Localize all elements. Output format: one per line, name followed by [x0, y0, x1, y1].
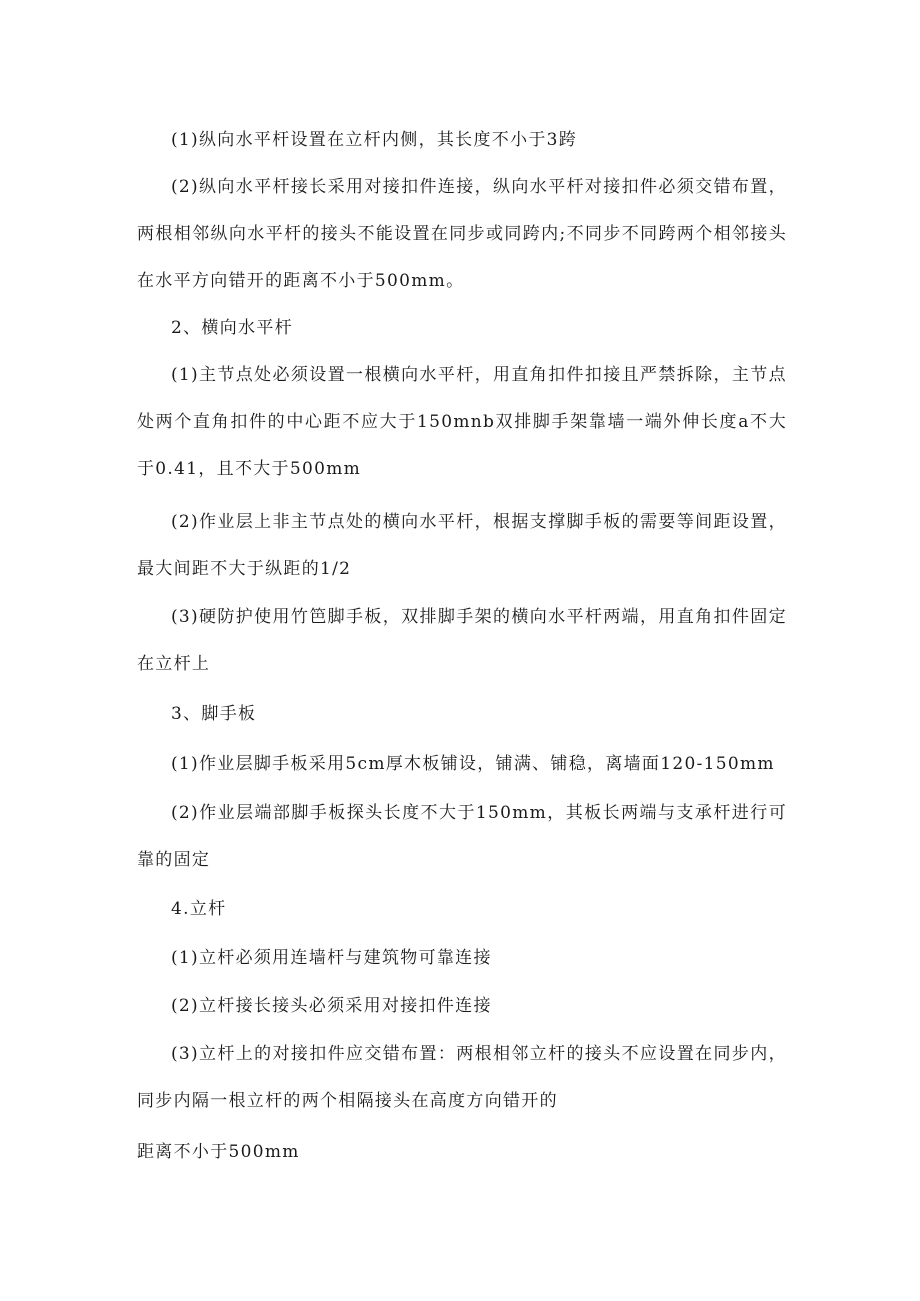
paragraph-transverse-bar-3: (3)硬防护使用竹笆脚手板，双排脚手架的横向水平杆两端，用直角扣件固定在立杆上	[137, 607, 787, 674]
paragraph-upright-pole-3: (3)立杆上的对接扣件应交错布置：两根相邻立杆的接头不应设置在同步内，同步内隔一根立杆的两个相隔接头在高度方向错开的	[137, 1044, 787, 1111]
paragraph-transverse-bar-2: (2)作业层上非主节点处的横向水平杆，根据支撑脚手板的需要等间距设置，最大间距不大于纵距的1/2	[137, 512, 787, 579]
paragraph-longitudinal-bar-2: (2)纵向水平杆接长采用对接扣件连接，纵向水平杆对接扣件必须交错布置，两根相邻纵向水平杆的接头不能设置在同步或同跨内;不同步不同跨两个相邻接头在水平方向错开的距离不小于500mm。	[137, 177, 787, 291]
heading-scaffold-board: 3、脚手板	[171, 704, 257, 724]
heading-transverse-bar: 2、横向水平杆	[171, 318, 293, 338]
paragraph-upright-pole-2: (2)立杆接长接头必须采用对接扣件连接	[171, 996, 492, 1016]
paragraph-upright-pole-3-continued: 距离不小于500mm	[137, 1142, 300, 1162]
paragraph-transverse-bar-1: (1)主节点处必须设置一根横向水平杆，用直角扣件扣接且严禁拆除，主节点处两个直角扣件的中心距不应大于150mnb双排脚手架靠墙一端外伸长度a不大于0.41，且不大于500mm	[137, 365, 787, 479]
heading-upright-pole: 4.立杆	[171, 899, 227, 919]
paragraph-upright-pole-1: (1)立杆必须用连墙杆与建筑物可靠连接	[171, 948, 492, 968]
paragraph-scaffold-board-2: (2)作业层端部脚手板探头长度不大于150mm，其板长两端与支承杆进行可靠的固定	[137, 803, 787, 870]
paragraph-scaffold-board-1: (1)作业层脚手板采用5cm厚木板铺设，铺满、铺稳，离墙面120-150mm	[171, 754, 775, 774]
paragraph-longitudinal-bar-1: (1)纵向水平杆设置在立杆内侧，其长度不小于3跨	[171, 130, 578, 150]
